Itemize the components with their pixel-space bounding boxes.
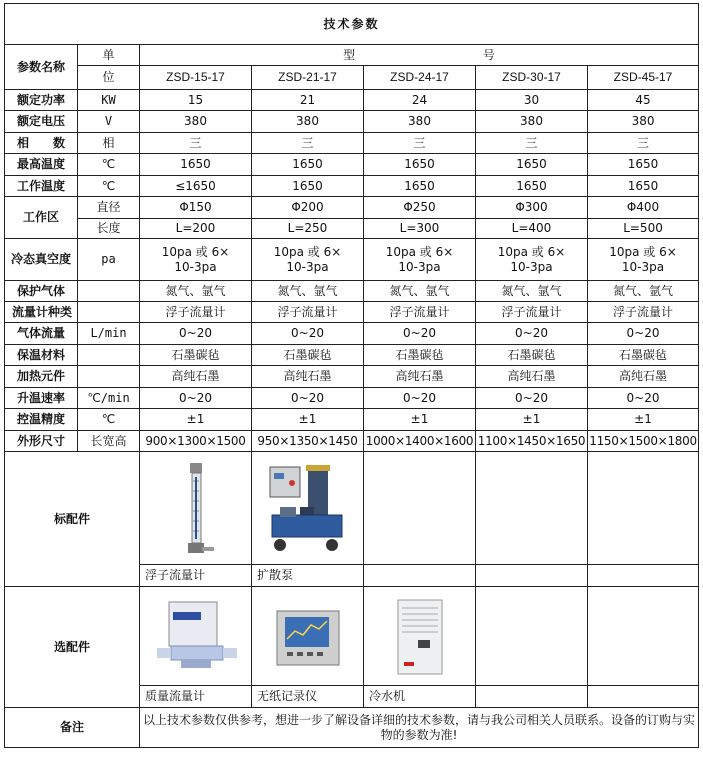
- table-row: [5, 281, 699, 302]
- value-cell: L=200: [140, 219, 252, 239]
- vacuum-line1: 10pa 或 6×: [273, 244, 342, 259]
- value-cell: 0~20: [476, 388, 588, 409]
- row-unit: ℃: [78, 409, 140, 431]
- table-row: [5, 154, 699, 176]
- table-row: [5, 239, 699, 281]
- spec-table: [4, 3, 699, 748]
- page-title: 技术参数: [5, 4, 699, 45]
- value-cell: 0~20: [252, 323, 364, 345]
- value-cell: 1000×1400×1600: [364, 431, 476, 452]
- value-cell: 高纯石墨: [140, 366, 252, 388]
- value-cell: 高纯石墨: [364, 366, 476, 388]
- table-row: [5, 219, 699, 239]
- param-name-header: 参数名称: [5, 45, 78, 90]
- image-cell: [140, 587, 252, 686]
- row-label: 相 数: [5, 133, 78, 154]
- value-cell: 0~20: [364, 323, 476, 345]
- table-row: [5, 197, 699, 219]
- value-cell: 1650: [364, 176, 476, 197]
- vacuum-line1: 10pa 或 6×: [497, 244, 566, 259]
- value-cell: 石墨碳毡: [364, 345, 476, 366]
- table-row: [5, 366, 699, 388]
- row-label: 保护气体: [5, 281, 78, 302]
- value-cell: Φ300: [476, 197, 588, 219]
- value-cell: 浮子流量计: [364, 302, 476, 323]
- caption: 无纸记录仪: [252, 686, 364, 708]
- image-cell: [252, 587, 364, 686]
- diameter-label: 直径: [78, 197, 140, 219]
- row-label: 升温速率: [5, 388, 78, 409]
- vacuum-cell: [252, 239, 364, 281]
- empty-cell: [476, 686, 588, 708]
- value-cell: 浮子流量计: [476, 302, 588, 323]
- vacuum-cell: [364, 239, 476, 281]
- value-cell: 氮气、氩气: [140, 281, 252, 302]
- value-cell: 1650: [476, 176, 588, 197]
- value-cell: 0~20: [140, 323, 252, 345]
- value-cell: 浮子流量计: [588, 302, 699, 323]
- value-cell: ±1: [588, 409, 699, 431]
- empty-cell: [364, 565, 476, 587]
- unit-header-top: 单: [78, 45, 140, 66]
- mass-flowmeter-image: [151, 598, 241, 678]
- value-cell: 氮气、氩气: [252, 281, 364, 302]
- value-cell: 380: [252, 111, 364, 133]
- value-cell: 24: [364, 90, 476, 111]
- model-header-char2: 号: [482, 47, 495, 62]
- value-cell: 15: [140, 90, 252, 111]
- work-zone-label: 工作区: [5, 197, 78, 239]
- value-cell: 0~20: [476, 323, 588, 345]
- value-cell: Φ150: [140, 197, 252, 219]
- row-unit: [78, 302, 140, 323]
- empty-cell: [588, 452, 699, 565]
- value-cell: 1650: [364, 154, 476, 176]
- row-unit: [78, 281, 140, 302]
- value-cell: 0~20: [364, 388, 476, 409]
- value-cell: 三: [588, 133, 699, 154]
- vacuum-line1: 10pa 或 6×: [161, 244, 230, 259]
- table-row: [5, 133, 699, 154]
- row-label: 保温材料: [5, 345, 78, 366]
- table-row: [5, 431, 699, 452]
- row-unit: [78, 345, 140, 366]
- empty-cell: [476, 565, 588, 587]
- caption: 浮子流量计: [140, 565, 252, 587]
- model-cell: ZSD-24-17: [364, 66, 476, 90]
- empty-cell: [476, 452, 588, 565]
- value-cell: L=500: [588, 219, 699, 239]
- value-cell: ±1: [140, 409, 252, 431]
- value-cell: 1100×1450×1650: [476, 431, 588, 452]
- vacuum-cell: [140, 239, 252, 281]
- vacuum-line2: 10-3pa: [286, 259, 329, 274]
- caption: 质量流量计: [140, 686, 252, 708]
- empty-cell: [364, 452, 476, 565]
- vacuum-line2: 10-3pa: [510, 259, 553, 274]
- diffusion-pump-image: [266, 461, 350, 559]
- value-cell: 高纯石墨: [476, 366, 588, 388]
- value-cell: 氮气、氩气: [588, 281, 699, 302]
- value-cell: ±1: [364, 409, 476, 431]
- row-unit: KW: [78, 90, 140, 111]
- value-cell: 30: [476, 90, 588, 111]
- row-unit: 长宽高: [78, 431, 140, 452]
- value-cell: 0~20: [588, 323, 699, 345]
- value-cell: 高纯石墨: [252, 366, 364, 388]
- model-header: [140, 45, 699, 66]
- value-cell: 三: [364, 133, 476, 154]
- value-cell: 380: [140, 111, 252, 133]
- value-cell: 380: [364, 111, 476, 133]
- remarks-text: 以上技术参数仅供参考，想进一步了解设备详细的技术参数，请与我公司相关人员联系。设备的订购与实物的参数为准!: [140, 708, 699, 748]
- value-cell: 高纯石墨: [588, 366, 699, 388]
- vacuum-cell: [476, 239, 588, 281]
- value-cell: 1650: [476, 154, 588, 176]
- value-cell: 石墨碳毡: [252, 345, 364, 366]
- value-cell: 0~20: [588, 388, 699, 409]
- value-cell: 380: [588, 111, 699, 133]
- table-row: [5, 90, 699, 111]
- row-label: 加热元件: [5, 366, 78, 388]
- table-row: [5, 409, 699, 431]
- value-cell: 1650: [252, 176, 364, 197]
- image-cell: [252, 452, 364, 565]
- model-cell: ZSD-15-17: [140, 66, 252, 90]
- value-cell: 1650: [588, 176, 699, 197]
- row-unit: V: [78, 111, 140, 133]
- value-cell: 1150×1500×1800: [588, 431, 699, 452]
- row-unit: 相: [78, 133, 140, 154]
- value-cell: 1650: [588, 154, 699, 176]
- vacuum-line2: 10-3pa: [398, 259, 441, 274]
- value-cell: 浮子流量计: [140, 302, 252, 323]
- table-row: [5, 302, 699, 323]
- value-cell: 380: [476, 111, 588, 133]
- paperless-recorder-image: [273, 605, 343, 671]
- model-cell: ZSD-21-17: [252, 66, 364, 90]
- row-label: 最高温度: [5, 154, 78, 176]
- value-cell: 950×1350×1450: [252, 431, 364, 452]
- value-cell: 氮气、氩气: [364, 281, 476, 302]
- vacuum-cell: [588, 239, 699, 281]
- model-cell: ZSD-30-17: [476, 66, 588, 90]
- empty-cell: [588, 587, 699, 686]
- optional-label: 选配件: [5, 587, 140, 708]
- table-row: [5, 323, 699, 345]
- row-label: 外形尺寸: [5, 431, 78, 452]
- value-cell: ±1: [252, 409, 364, 431]
- value-cell: ±1: [476, 409, 588, 431]
- empty-cell: [588, 686, 699, 708]
- table-row: [5, 388, 699, 409]
- value-cell: L=250: [252, 219, 364, 239]
- value-cell: 三: [140, 133, 252, 154]
- row-unit: ℃: [78, 154, 140, 176]
- caption: 冷水机: [364, 686, 476, 708]
- value-cell: Φ250: [364, 197, 476, 219]
- value-cell: Φ400: [588, 197, 699, 219]
- vacuum-unit: pa: [78, 239, 140, 281]
- vacuum-line2: 10-3pa: [174, 259, 217, 274]
- row-unit: ℃: [78, 176, 140, 197]
- row-label: 额定电压: [5, 111, 78, 133]
- row-label: 流量计种类: [5, 302, 78, 323]
- vacuum-label: 冷态真空度: [5, 239, 78, 281]
- value-cell: 900×1300×1500: [140, 431, 252, 452]
- value-cell: 浮子流量计: [252, 302, 364, 323]
- table-row: [5, 176, 699, 197]
- value-cell: 氮气、氩气: [476, 281, 588, 302]
- remarks-label: 备注: [5, 708, 140, 748]
- value-cell: L=400: [476, 219, 588, 239]
- value-cell: 1650: [140, 154, 252, 176]
- model-header-char1: 型: [343, 47, 356, 62]
- unit-header-bottom: 位: [78, 66, 140, 90]
- row-unit: [78, 366, 140, 388]
- vacuum-line1: 10pa 或 6×: [609, 244, 677, 259]
- table-row: [5, 345, 699, 366]
- caption: 扩散泵: [252, 565, 364, 587]
- value-cell: 0~20: [252, 388, 364, 409]
- value-cell: 三: [252, 133, 364, 154]
- standard-label: 标配件: [5, 452, 140, 587]
- value-cell: 石墨碳毡: [140, 345, 252, 366]
- value-cell: 45: [588, 90, 699, 111]
- value-cell: 石墨碳毡: [588, 345, 699, 366]
- row-label: 控温精度: [5, 409, 78, 431]
- value-cell: 21: [252, 90, 364, 111]
- value-cell: 石墨碳毡: [476, 345, 588, 366]
- row-unit: ℃/min: [78, 388, 140, 409]
- value-cell: 三: [476, 133, 588, 154]
- value-cell: 1650: [252, 154, 364, 176]
- value-cell: Φ200: [252, 197, 364, 219]
- length-label: 长度: [78, 219, 140, 239]
- image-cell: [140, 452, 252, 565]
- row-label: 额定功率: [5, 90, 78, 111]
- vacuum-line1: 10pa 或 6×: [385, 244, 454, 259]
- value-cell: ≤1650: [140, 176, 252, 197]
- empty-cell: [476, 587, 588, 686]
- vacuum-line2: 10-3pa: [621, 259, 665, 274]
- value-cell: L=300: [364, 219, 476, 239]
- chiller-image: [392, 596, 448, 680]
- row-unit: L/min: [78, 323, 140, 345]
- value-cell: 0~20: [140, 388, 252, 409]
- row-label: 工作温度: [5, 176, 78, 197]
- table-row: [5, 111, 699, 133]
- empty-cell: [588, 565, 699, 587]
- flowmeter-image: [166, 461, 226, 559]
- row-label: 气体流量: [5, 323, 78, 345]
- model-cell: ZSD-45-17: [588, 66, 699, 90]
- image-cell: [364, 587, 476, 686]
